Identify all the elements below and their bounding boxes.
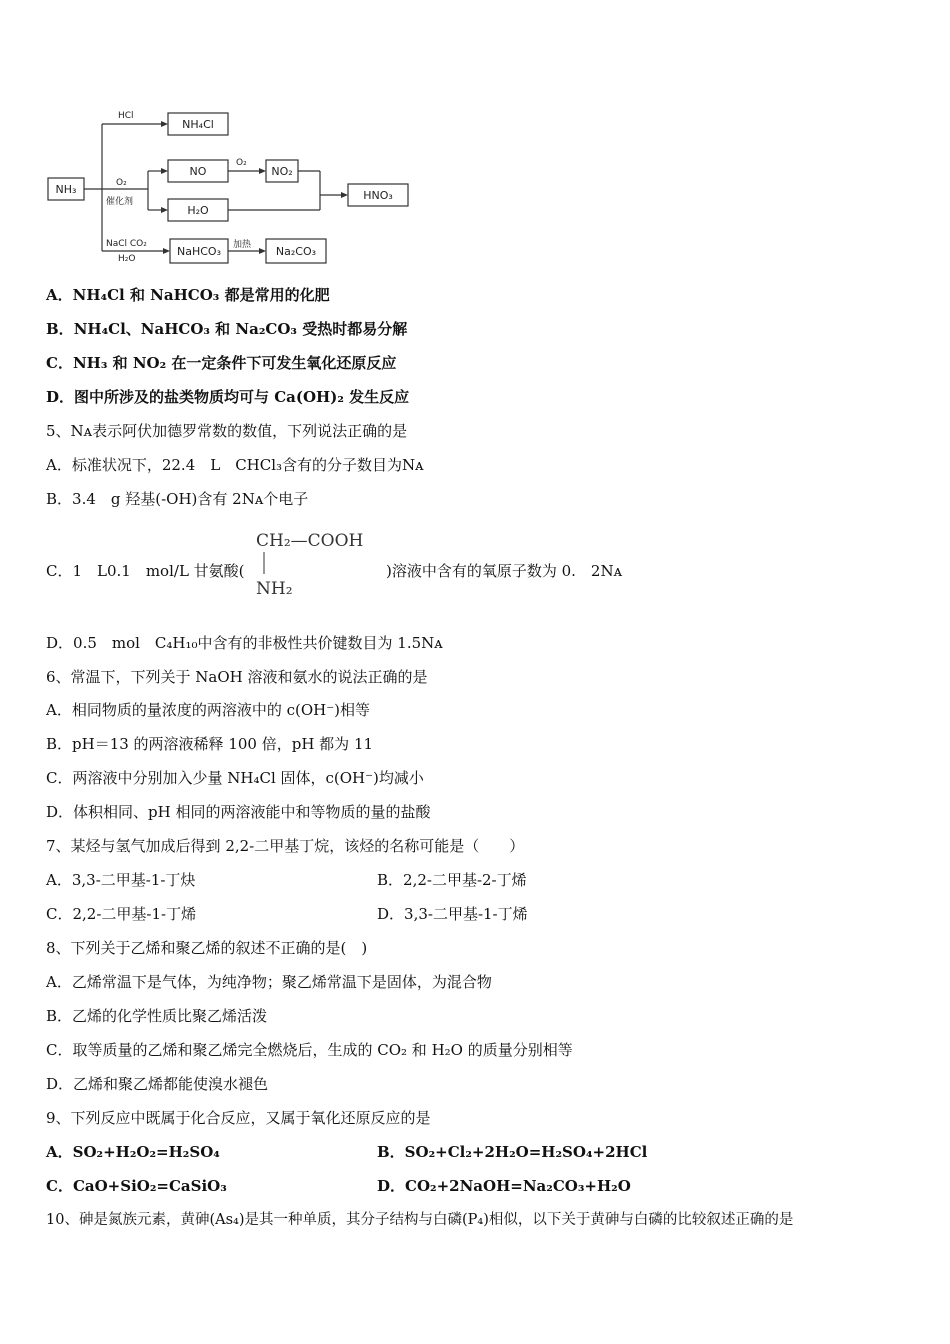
q9-option-b: B．SO₂+Cl₂+2H₂O=H₂SO₄+2HCl bbox=[377, 1143, 648, 1161]
q6-option-d: D．体积相同、pH 相同的两溶液能中和等物质的量的盐酸 bbox=[46, 803, 431, 821]
glycine-bottom: NH₂ bbox=[256, 579, 293, 599]
q6-stem: 6、常温下，下列关于 NaOH 溶液和氨水的说法正确的是 bbox=[46, 668, 428, 686]
label-reagents-2: H₂O bbox=[118, 254, 136, 264]
node-no: NO bbox=[189, 165, 207, 178]
q5-option-d: D．0.5 mol C₄H₁₀中含有的非极性共价键数目为 1.5Nᴀ bbox=[46, 634, 443, 652]
node-nh4cl: NH₄Cl bbox=[182, 118, 214, 131]
q6-option-c: C．两溶液中分别加入少量 NH₄Cl 固体，c(OH⁻)均减小 bbox=[46, 769, 424, 787]
label-reagents-1: NaCl CO₂ bbox=[106, 239, 147, 249]
q8-option-b: B．乙烯的化学性质比聚乙烯活泼 bbox=[46, 1007, 268, 1025]
q4-option-c: C．NH₃ 和 NO₂ 在一定条件下可发生氧化还原反应 bbox=[46, 354, 397, 372]
q6-option-b: B．pH＝13 的两溶液稀释 100 倍，pH 都为 11 bbox=[46, 735, 374, 753]
q5-stem: 5、Nᴀ表示阿伏加德罗常数的数值，下列说法正确的是 bbox=[46, 422, 408, 440]
q9-option-c: C．CaO+SiO₂=CaSiO₃ bbox=[46, 1177, 227, 1195]
node-nahco3: NaHCO₃ bbox=[177, 245, 221, 258]
q5-option-a: A．标准状况下，22.4 L CHCl₃含有的分子数目为Nᴀ bbox=[46, 456, 424, 474]
node-h2o: H₂O bbox=[187, 204, 209, 217]
q10-stem: 10、砷是氮族元素，黄砷(As₄)是其一种单质，其分子结构与白磷(P₄)相似，以下关于黄砷与白磷的比较叙述正确的是 bbox=[46, 1212, 794, 1228]
reaction-flow-diagram bbox=[40, 100, 420, 270]
q9-stem: 9、下列反应中既属于化合反应，又属于氧化还原反应的是 bbox=[46, 1109, 431, 1127]
q8-option-c: C．取等质量的乙烯和聚乙烯完全燃烧后，生成的 CO₂ 和 H₂O 的质量分别相等 bbox=[46, 1041, 573, 1059]
q6-option-a: A．相同物质的量浓度的两溶液中的 c(OH⁻)相等 bbox=[46, 701, 371, 719]
label-o2-top: O₂ bbox=[236, 158, 247, 168]
q7-option-c: C．2,2-二甲基-1-丁烯 bbox=[46, 905, 197, 923]
label-hcl: HCl bbox=[118, 111, 134, 121]
q7-option-d: D．3,3-二甲基-1-丁烯 bbox=[377, 905, 528, 923]
q9-option-d: D．CO₂+2NaOH=Na₂CO₃+H₂O bbox=[377, 1177, 631, 1195]
q4-option-b: B．NH₄Cl、NaHCO₃ 和 Na₂CO₃ 受热时都易分解 bbox=[46, 320, 408, 338]
q4-option-a: A．NH₄Cl 和 NaHCO₃ 都是常用的化肥 bbox=[46, 286, 330, 304]
label-heat: 加热 bbox=[233, 240, 252, 250]
q7-stem: 7、某烃与氢气加成后得到 2,2-二甲基丁烷，该烃的名称可能是（ ） bbox=[46, 837, 525, 855]
q8-stem: 8、下列关于乙烯和聚乙烯的叙述不正确的是( ) bbox=[46, 939, 368, 957]
q8-option-a: A．乙烯常温下是气体，为纯净物；聚乙烯常温下是固体，为混合物 bbox=[46, 973, 492, 991]
q9-option-a: A．SO₂+H₂O₂=H₂SO₄ bbox=[46, 1143, 220, 1161]
q4-option-d: D．图中所涉及的盐类物质均可与 Ca(OH)₂ 发生反应 bbox=[46, 388, 410, 406]
node-hno3: HNO₃ bbox=[363, 189, 393, 202]
label-o2-left: O₂ bbox=[116, 178, 127, 188]
node-nh3: NH₃ bbox=[55, 183, 77, 196]
q8-option-d: D．乙烯和聚乙烯都能使溴水褪色 bbox=[46, 1075, 269, 1093]
glycine-structure bbox=[252, 524, 392, 604]
node-na2co3: Na₂CO₃ bbox=[275, 245, 317, 258]
glycine-top: CH₂—COOH bbox=[256, 531, 364, 551]
q7-option-a: A．3,3-二甲基-1-丁炔 bbox=[46, 871, 196, 889]
q5-option-b: B．3.4 g 羟基(-OH)含有 2Nᴀ个电子 bbox=[46, 490, 309, 508]
q5-option-c-post: )溶液中含有的氧原子数为 0. 2Nᴀ bbox=[386, 562, 623, 580]
q7-option-b: B．2,2-二甲基-2-丁烯 bbox=[377, 871, 527, 889]
node-no2: NO₂ bbox=[271, 165, 293, 178]
q5-option-c-pre: C．1 L0.1 mol/L 甘氨酸( bbox=[46, 562, 245, 580]
label-catalyst: 催化剂 bbox=[106, 197, 134, 207]
